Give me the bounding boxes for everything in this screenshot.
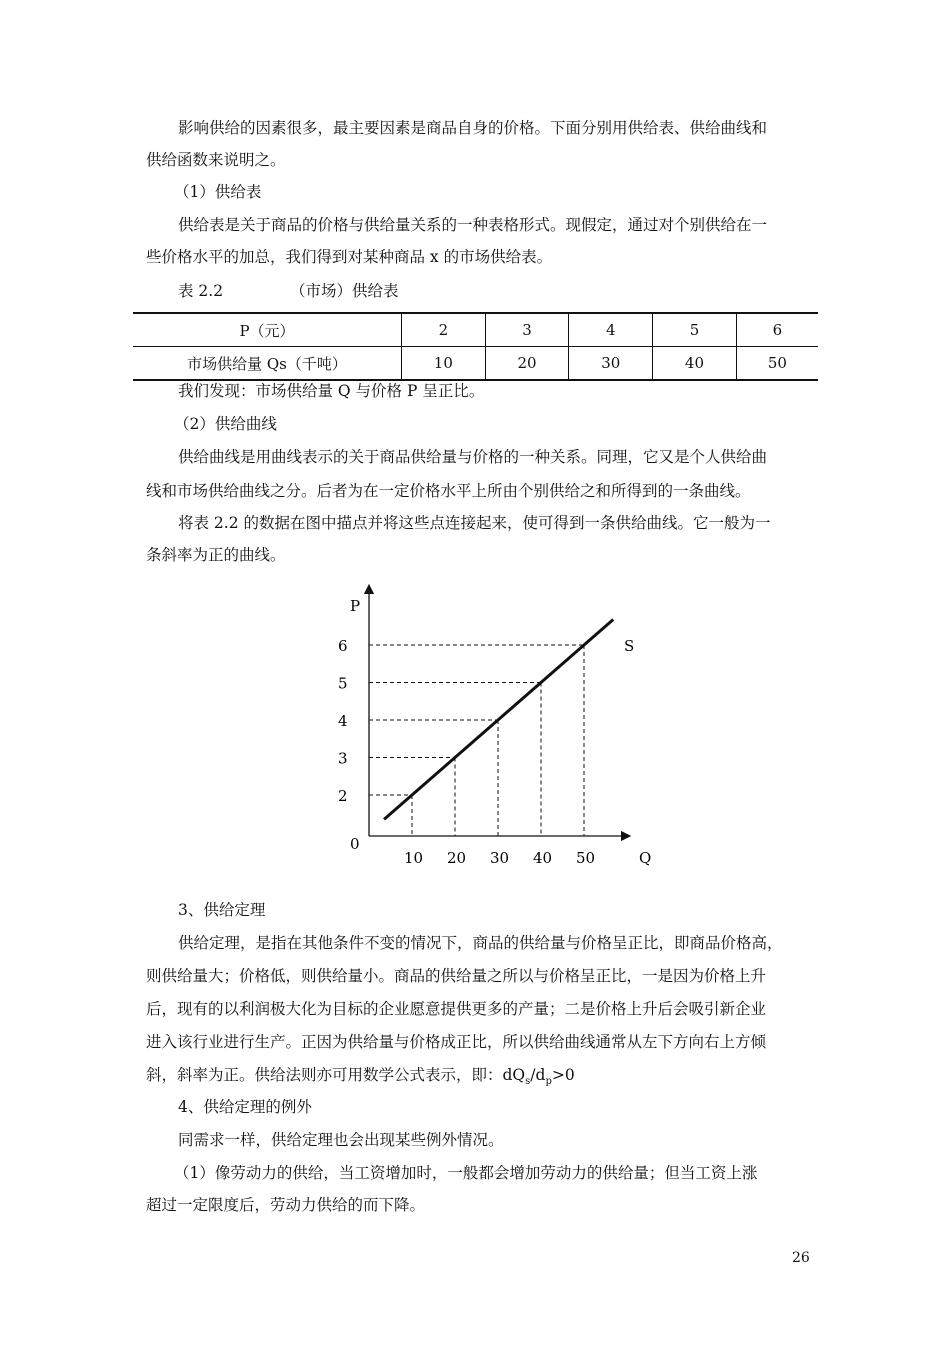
table-cell: 50 — [736, 347, 818, 381]
y-tick-label: 3 — [338, 749, 348, 768]
table-cell: 40 — [653, 347, 737, 381]
paragraph-line: 些价格水平的加总，我们得到对某种商品 x 的市场供给表。 — [146, 248, 553, 266]
table-cell: 5 — [653, 313, 737, 347]
paragraph-line-formula — [146, 1065, 575, 1092]
formula-text: /d — [530, 1066, 546, 1084]
section-heading: （2）供给曲线 — [174, 415, 277, 433]
section-heading: 4、供给定理的例外 — [178, 1098, 312, 1116]
x-axis-label: Q — [639, 849, 652, 867]
section-heading: 3、供给定理 — [178, 901, 266, 919]
paragraph-line: （1）像劳动力的供给，当工资增加时，一般都会增加劳动力的供给量；但当工资上涨 — [174, 1164, 758, 1182]
table-cell: 3 — [485, 313, 569, 347]
table-cell: 4 — [569, 313, 653, 347]
table-row — [133, 347, 818, 381]
y-axis-label: P — [350, 597, 361, 615]
paragraph-line: 供给定理，是指在其他条件不变的情况下，商品的供给量与价格呈正比，即商品价格高， — [178, 934, 783, 952]
section-heading: （1）供给表 — [174, 183, 262, 201]
y-tick-label: 5 — [338, 674, 348, 693]
x-tick-label: 10 — [404, 849, 424, 867]
paragraph-line: 将表 2.2 的数据在图中描点并将这些点连接起来，使可得到一条供给曲线。它一般为一 — [178, 514, 771, 532]
formula-subscript: s — [525, 1076, 531, 1088]
table-header-cell: P（元） — [133, 313, 402, 347]
paragraph-line: 我们发现：市场供给量 Q 与价格 P 呈正比。 — [178, 382, 485, 400]
paragraph-line: 后，现有的以利润极大化为目标的企业愿意提供更多的产量；二是价格上升后会吸引新企业 — [146, 1000, 767, 1018]
table-cell: 20 — [485, 347, 569, 381]
y-tick-label: 6 — [338, 637, 348, 655]
paragraph-line: 超过一定限度后，劳动力供给的而下降。 — [146, 1196, 426, 1214]
x-tick-label: 50 — [576, 849, 596, 867]
x-tick-label: 30 — [490, 849, 510, 867]
series-label: S — [624, 637, 635, 655]
table-cell: 30 — [569, 347, 653, 381]
table-cell: 6 — [736, 313, 818, 347]
paragraph-line: 供给表是关于商品的价格与供给量关系的一种表格形式。现假定，通过对个别供给在一 — [178, 216, 768, 234]
origin-label: 0 — [350, 835, 360, 853]
formula-text: >0 — [551, 1066, 575, 1084]
table-caption-title: （市场）供给表 — [290, 282, 399, 300]
paragraph-line: 进入该行业进行生产。正因为供给量与价格成正比，所以供给曲线通常从左下方向右上方倾 — [146, 1033, 767, 1051]
paragraph-line: 则供给量大；价格低，则供给量小。商品的供给量之所以与价格呈正比，一是因为价格上升 — [146, 967, 767, 985]
supply-curve-chart — [330, 580, 670, 875]
formula-subscript: p — [545, 1076, 552, 1088]
paragraph-line: 线和市场供给曲线之分。后者为在一定价格水平上所由个别供给之和所得到的一条曲线。 — [146, 482, 751, 500]
paragraph-line: 影响供给的因素很多，最主要因素是商品自身的价格。下面分别用供给表、供给曲线和 — [178, 119, 768, 137]
paragraph-line: 供给函数来说明之。 — [146, 151, 286, 169]
paragraph-line: 条斜率为正的曲线。 — [146, 546, 286, 564]
supply-curve-line — [384, 620, 613, 820]
table-row — [133, 313, 818, 347]
formula-text: 斜，斜率为正。供给法则亦可用数学公式表示，即：dQ — [146, 1066, 526, 1084]
paragraph-line: 供给曲线是用曲线表示的关于商品供给量与价格的一种关系。同理，它又是个人供给曲 — [178, 448, 768, 466]
table-caption-number: 表 2.2 — [178, 282, 224, 300]
x-tick-label: 20 — [447, 849, 467, 867]
page-number: 26 — [792, 1250, 810, 1266]
table-cell: 10 — [402, 347, 486, 381]
y-tick-label: 2 — [338, 787, 348, 805]
y-tick-label: 4 — [338, 712, 348, 730]
table-header-cell: 市场供给量 Qs（千吨） — [133, 347, 402, 381]
supply-table — [133, 312, 818, 381]
table-cell: 2 — [402, 313, 486, 347]
paragraph-line: 同需求一样，供给定理也会出现某些例外情况。 — [178, 1131, 504, 1149]
x-tick-label: 40 — [533, 849, 553, 867]
